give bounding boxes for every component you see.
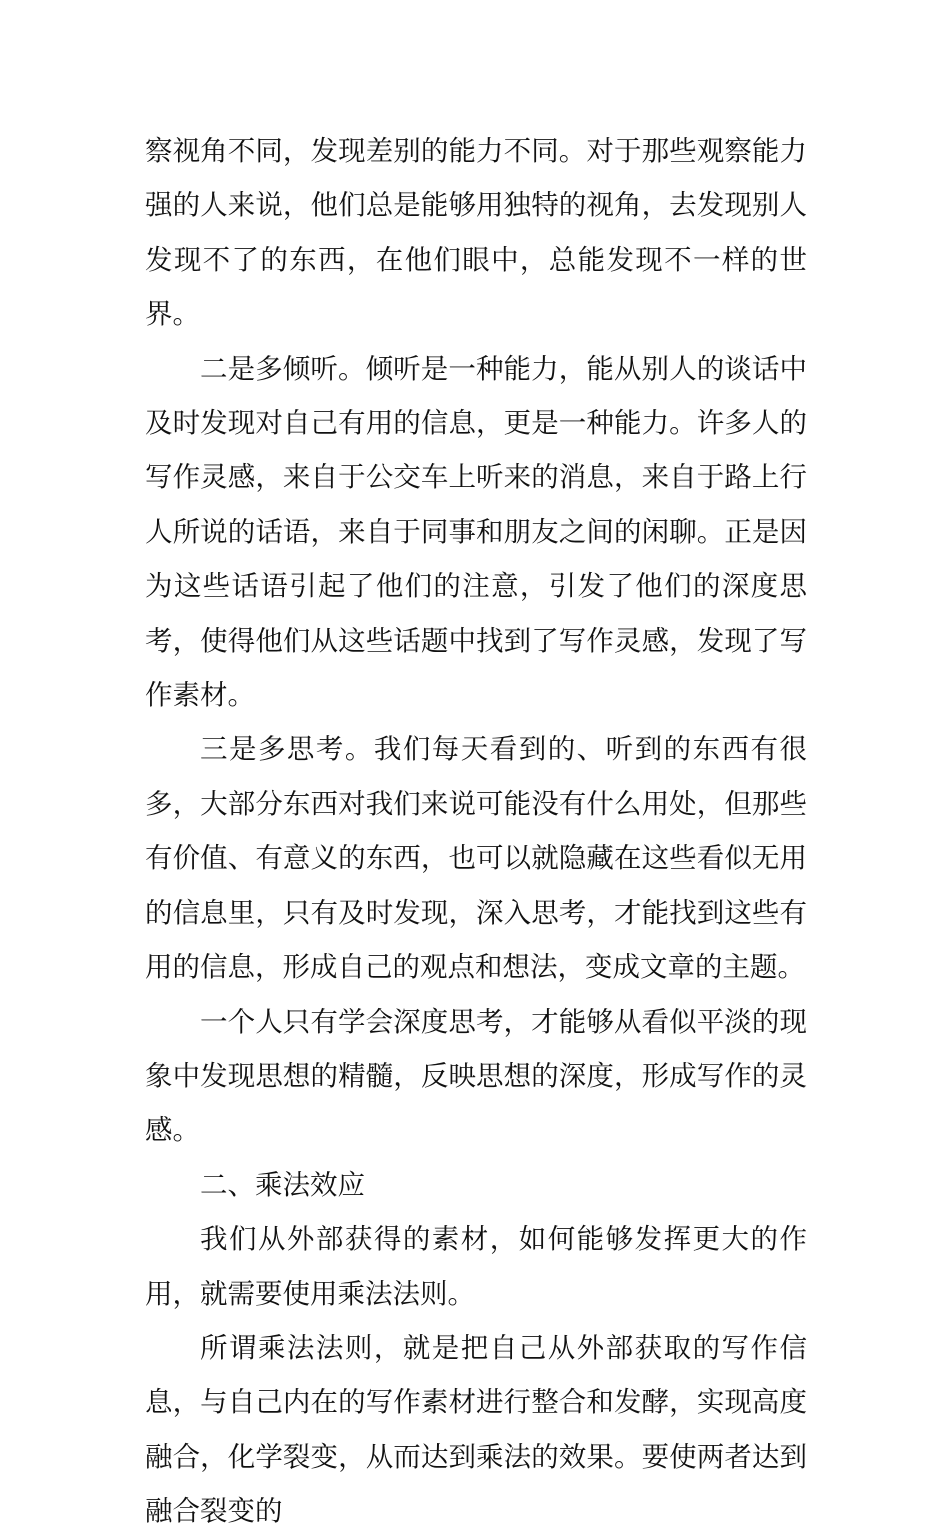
paragraph-deep-thinking: 一个人只有学会深度思考，才能够从看似平淡的现象中发现思想的精髓，反映思想的深度，形成写作的灵感。 bbox=[145, 1005, 807, 1147]
paragraph-listen: 二是多倾听。倾听是一种能力，能从别人的谈话中及时发现对自己有用的信息，更是一种能力。许多人的写作灵感，来自于公交车上听来的消息，来自于路上行人所说的话语，来自于同事和朋友之间的闲聊。正是因为这些话语引起了他们的注意，引发了他们的深度思考，使得他们从这些话题中找到了写作灵感，发现了写作素材。 bbox=[145, 352, 807, 712]
paragraph-think: 三是多思考。我们每天看到的、听到的东西有很多，大部分东西对我们来说可能没有什么用处，但那些有价值、有意义的东西，也可以就隐藏在这些看似无用的信息里，只有及时发现，深入思考，才能找到这些有用的信息，形成自己的观点和想法，变成文章的主题。 bbox=[145, 733, 807, 984]
paragraph-external-material: 我们从外部获得的素材，如何能够发挥更大的作用，就需要使用乘法法则。 bbox=[145, 1223, 807, 1310]
paragraph-multiplication-rule: 所谓乘法法则，就是把自己从外部获取的写作信息，与自己内在的写作素材进行整合和发酵，实现高度融合，化学裂变，从而达到乘法的效果。要使两者达到融合裂变的 bbox=[145, 1331, 807, 1528]
document-page bbox=[145, 124, 807, 1539]
section-heading-multiplication: 二、乘法效应 bbox=[200, 1168, 365, 1201]
paragraph-continuation: 察视角不同，发现差别的能力不同。对于那些观察能力强的人来说，他们总是能够用独特的视角，去发现别人发现不了的东西，在他们眼中，总能发现不一样的世界。 bbox=[145, 135, 807, 331]
